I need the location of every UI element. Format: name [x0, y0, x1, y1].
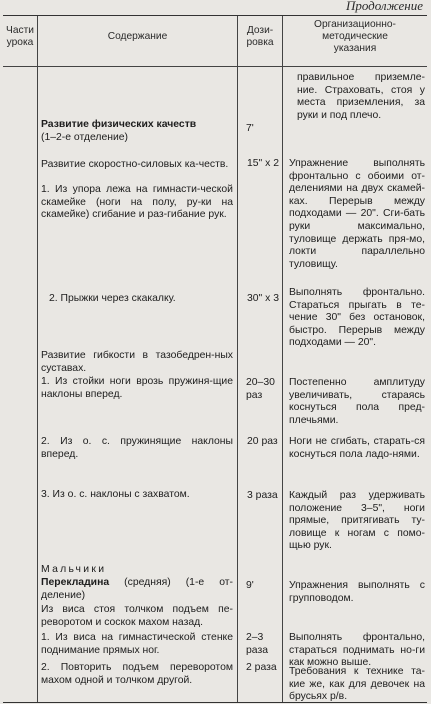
dose-jump-rope: 30" х 3: [247, 293, 279, 304]
header-notes-line2: методические: [322, 31, 388, 42]
dose-springing-bends: 20–30 раз: [246, 377, 275, 401]
header-dosage: [238, 25, 282, 49]
header-notes-line3: указания: [333, 43, 377, 54]
column-divider: [237, 16, 238, 702]
dose-upward-circle: 2 раза: [246, 662, 277, 673]
header-notes: [283, 19, 427, 55]
dose-physical-qualities: 7': [246, 123, 254, 134]
dose-grip-bends: 3 раза: [247, 490, 278, 501]
header-part-line1: Части: [6, 25, 34, 36]
speed-strength-intro: Развитие скоростно-силовых ка-честв.: [41, 159, 229, 170]
header-dosage-line1: Дози-: [246, 25, 274, 36]
header-notes-line1: Организационно-: [314, 19, 396, 30]
note-pushups: Упражнение выполнять фронтально с обоими от-делениями на двух скамей-ках. Перерыв между подходами — 20". Сги-бать руки максимально, туловище держать пря-мо, локти параллельно туловищу.: [289, 158, 425, 270]
os-bends-exercise: 2. Из о. с. пружинящие наклоны вперед.: [41, 436, 233, 460]
header-dosage-line2: ровка: [246, 37, 274, 48]
physical-qualities-sub: (1–2-е отделение): [41, 131, 129, 143]
horizontal-bar-description: Из виса стоя толчком подъем пе-реворотом и соскок махом назад.: [41, 604, 233, 628]
note-horizontal-bar: Упражнения выполнять с групповодом.: [289, 580, 425, 604]
horizontal-bar-title: Перекладина: [41, 577, 110, 588]
lesson-table: [3, 15, 427, 703]
header-part: [3, 25, 37, 49]
jump-rope-exercise: 2. Прыжки через скакалку.: [49, 293, 176, 304]
note-os-bends: Ноги не сгибать, старать-ся коснуться пола ладо-нями.: [289, 436, 425, 460]
springing-bends-exercise: 1. Из стойки ноги врозь пружиня-щие наклоны вперед.: [41, 376, 233, 400]
dose-horizontal-bar: 9': [246, 580, 254, 591]
dose-leg-raise: 2–3 раза: [246, 632, 268, 656]
note-landing: правильное приземле-ние. Страховать, стоя у места приземления, за руки и под плечо.: [297, 72, 425, 121]
note-upward-circle: Требования к технике та-кие же, как для девочек на брусьях р/в.: [289, 666, 425, 703]
pushups-exercise: 1. Из упора лежа на гимнасти-ческой скамейке (ноги на полу, ру-ки на скамейке) сгибание и раз-гибание рук.: [41, 184, 233, 221]
column-divider: [282, 16, 283, 702]
note-grip-bends: Каждый раз удерживать положение 3–5", ноги прямые, притягивать ту-ловище к ногам с помо-щью рук.: [289, 490, 425, 552]
horizontal-bar-heading: [41, 577, 233, 602]
dose-pushups: 15" х 2: [247, 158, 279, 169]
physical-qualities-title: Развитие физических качеств: [41, 119, 197, 130]
continuation-label: Продолжение: [345, 0, 423, 13]
header-part-line2: урока: [6, 37, 34, 48]
upward-circle-exercise: 2. Повторить подъем переворотом махом одной и толчком другой.: [41, 662, 233, 686]
dose-os-bends: 20 раз: [247, 436, 278, 447]
header-divider: [3, 66, 427, 67]
note-leg-raise: Выполнять фронтально, стараться поднимать но-ги как можно выше.: [289, 632, 425, 669]
note-jump-rope: Выполнять фронтально. Стараться прыгать в те-чение 30" без остановок, быстро. Перерыв между подходами — 20".: [289, 287, 425, 349]
horizontal-bar-rest: (средняя) (1-е от-деление): [41, 577, 233, 601]
leg-raise-exercise: 1. Из виса на гимнастической стенке поднимание прямых ног.: [41, 632, 233, 656]
header-content: Содержание: [107, 31, 168, 42]
note-springing-bends: Постепенно амплитуду увеличивать, стараясь коснуться пола пред-плечьями.: [289, 377, 425, 426]
grip-bends-exercise: 3. Из о. с. наклоны с захватом.: [41, 489, 190, 500]
boys-heading: Мальчики: [41, 564, 107, 575]
column-divider: [37, 16, 38, 702]
flexibility-intro: Развитие гибкости в тазобедрен-ных суставах.: [41, 350, 233, 374]
physical-qualities-heading: [41, 119, 235, 144]
